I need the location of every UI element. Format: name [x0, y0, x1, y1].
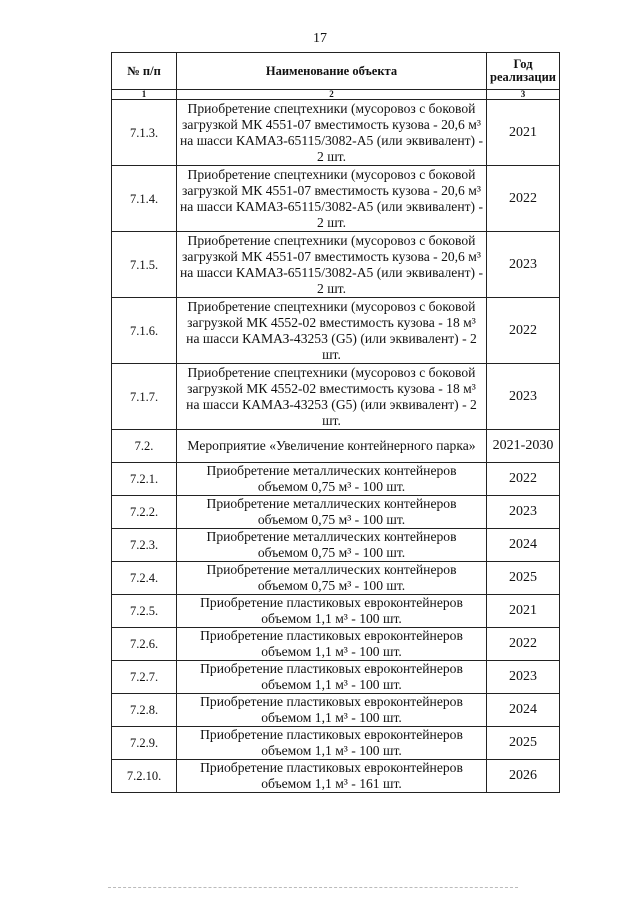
table-row	[112, 496, 560, 529]
object-name: Приобретение пластиковых евроконтейнеров объемом 1,1 м³ - 100 шт.	[177, 694, 487, 727]
implementation-year: 2022	[487, 628, 560, 661]
table-row	[112, 430, 560, 463]
implementation-year: 2022	[487, 463, 560, 496]
row-number: 7.2.5.	[112, 595, 177, 628]
row-number: 7.1.4.	[112, 166, 177, 232]
implementation-year: 2022	[487, 298, 560, 364]
object-name: Приобретение пластиковых евроконтейнеров объемом 1,1 м³ - 100 шт.	[177, 595, 487, 628]
row-number: 7.2.9.	[112, 727, 177, 760]
row-number: 7.2.6.	[112, 628, 177, 661]
table-row	[112, 298, 560, 364]
implementation-year: 2021-2030	[487, 430, 560, 463]
object-name: Приобретение спецтехники (мусоровоз с боковой загрузкой МК 4552-02 вместимость кузова - 18 м³ на шасси КАМАЗ-43253 (G5) (или эквивалент) - 2 шт.	[177, 298, 487, 364]
object-name: Приобретение спецтехники (мусоровоз с боковой загрузкой МК 4551-07 вместимость кузова - 20,6 м³ на шасси КАМАЗ-65115/3082-А5 (или эквивалент) - 2 шт.	[177, 100, 487, 166]
row-number: 7.2.4.	[112, 562, 177, 595]
objects-table	[111, 52, 560, 793]
object-name: Приобретение металлических контейнеров объемом 0,75 м³ - 100 шт.	[177, 463, 487, 496]
row-number: 7.2.	[112, 430, 177, 463]
header-object-name: Наименование объекта	[177, 53, 487, 90]
table-header-row	[112, 53, 560, 90]
row-number: 7.1.7.	[112, 364, 177, 430]
header-number: № п/п	[112, 53, 177, 90]
table-row	[112, 694, 560, 727]
page-number: 17	[313, 31, 327, 46]
implementation-year: 2024	[487, 694, 560, 727]
row-number: 7.2.8.	[112, 694, 177, 727]
column-index: 3	[487, 90, 560, 100]
table-row	[112, 232, 560, 298]
row-number: 7.1.6.	[112, 298, 177, 364]
table-row	[112, 628, 560, 661]
row-number: 7.1.3.	[112, 100, 177, 166]
object-name: Приобретение спецтехники (мусоровоз с боковой загрузкой МК 4551-07 вместимость кузова - 20,6 м³ на шасси КАМАЗ-65115/3082-А5 (или эквивалент) - 2 шт.	[177, 166, 487, 232]
object-name: Мероприятие «Увеличение контейнерного парка»	[177, 430, 487, 463]
table-row	[112, 595, 560, 628]
row-number: 7.2.3.	[112, 529, 177, 562]
object-name: Приобретение металлических контейнеров объемом 0,75 м³ - 100 шт.	[177, 562, 487, 595]
implementation-year: 2023	[487, 496, 560, 529]
object-name: Приобретение пластиковых евроконтейнеров объемом 1,1 м³ - 100 шт.	[177, 628, 487, 661]
implementation-year: 2023	[487, 661, 560, 694]
column-index: 1	[112, 90, 177, 100]
object-name: Приобретение спецтехники (мусоровоз с боковой загрузкой МК 4552-02 вместимость кузова - 18 м³ на шасси КАМАЗ-43253 (G5) (или эквивалент) - 2 шт.	[177, 364, 487, 430]
table-row	[112, 562, 560, 595]
object-name: Приобретение металлических контейнеров объемом 0,75 м³ - 100 шт.	[177, 529, 487, 562]
implementation-year: 2023	[487, 364, 560, 430]
implementation-year: 2021	[487, 100, 560, 166]
row-number: 7.1.5.	[112, 232, 177, 298]
implementation-year: 2026	[487, 760, 560, 793]
implementation-year: 2024	[487, 529, 560, 562]
implementation-year: 2022	[487, 166, 560, 232]
object-name: Приобретение пластиковых евроконтейнеров объемом 1,1 м³ - 100 шт.	[177, 661, 487, 694]
table-row	[112, 364, 560, 430]
object-name: Приобретение спецтехники (мусоровоз с боковой загрузкой МК 4551-07 вместимость кузова - 20,6 м³ на шасси КАМАЗ-65115/3082-А5 (или эквивалент) - 2 шт.	[177, 232, 487, 298]
object-name: Приобретение пластиковых евроконтейнеров объемом 1,1 м³ - 161 шт.	[177, 760, 487, 793]
table-row	[112, 166, 560, 232]
table-row	[112, 100, 560, 166]
row-number: 7.2.7.	[112, 661, 177, 694]
table-row	[112, 760, 560, 793]
table-row	[112, 661, 560, 694]
row-number: 7.2.10.	[112, 760, 177, 793]
object-name: Приобретение пластиковых евроконтейнеров объемом 1,1 м³ - 100 шт.	[177, 727, 487, 760]
object-name: Приобретение металлических контейнеров объемом 0,75 м³ - 100 шт.	[177, 496, 487, 529]
table-row	[112, 529, 560, 562]
row-number: 7.2.2.	[112, 496, 177, 529]
implementation-year: 2025	[487, 727, 560, 760]
row-number: 7.2.1.	[112, 463, 177, 496]
scan-artifact-line	[108, 887, 518, 888]
implementation-year: 2023	[487, 232, 560, 298]
column-index: 2	[177, 90, 487, 100]
implementation-year: 2021	[487, 595, 560, 628]
header-year: Год реализации	[487, 53, 560, 90]
table-row	[112, 727, 560, 760]
implementation-year: 2025	[487, 562, 560, 595]
table-row	[112, 463, 560, 496]
column-index-row	[112, 90, 560, 100]
